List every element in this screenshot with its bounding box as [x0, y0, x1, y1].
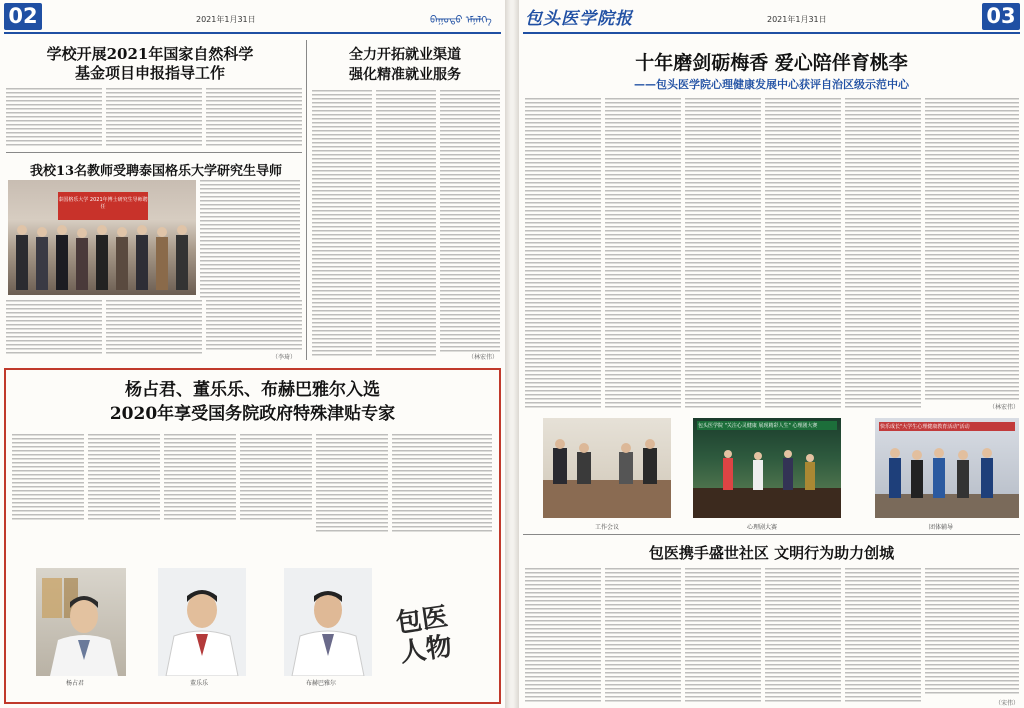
divider	[6, 152, 302, 153]
article-body-column	[200, 180, 300, 300]
article-credit: （李琦）	[272, 354, 297, 361]
headline-line-1: 杨占君、董乐乐、布赫巴雅尔入选	[125, 380, 380, 400]
headline-line-1: 学校开展2021年国家自然科学	[46, 45, 254, 63]
portrait-caption: 杨占君	[66, 680, 85, 687]
article-body-column	[6, 300, 102, 356]
left-page	[0, 0, 505, 708]
article-science-fund-headline	[20, 45, 280, 83]
article-body-column	[164, 434, 236, 522]
stage-scene	[693, 418, 841, 518]
article-thailand-headline: 我校13名教师受聘泰国格乐大学研究生导师	[29, 164, 283, 179]
lead-headline: 十年磨剑砺梅香 爱心陪伴育桃李	[635, 52, 908, 74]
photo-caption: 团体辅导	[929, 524, 954, 531]
article-body-column	[525, 98, 601, 408]
article-body-column	[925, 568, 1019, 696]
article-experts-headline	[6, 378, 499, 426]
photo-banner: 泰国格乐大学 2021年博士研究生导师聘任	[58, 192, 148, 220]
portrait-figure	[158, 568, 246, 676]
article-employment-headline	[310, 45, 500, 85]
article-body-column	[765, 98, 841, 408]
article-body-column	[605, 98, 681, 408]
article-body-column	[525, 568, 601, 704]
portrait-figure	[284, 568, 372, 676]
photo-psychodrama	[693, 418, 841, 518]
portrait-caption: 董乐乐	[190, 680, 209, 687]
article-body-column	[12, 434, 84, 522]
divider	[306, 40, 307, 360]
community-headline: 包医携手盛世社区 文明行为助力创城	[648, 544, 895, 562]
article-body-column	[6, 88, 102, 148]
article-body-column	[685, 568, 761, 704]
masthead-mongolian: ᠪᠠᠭᠤᠲᠤ ᠡᠮᠨᠡᠯᠭᠡ	[430, 15, 492, 26]
headline-line-1: 全力开拓就业渠道	[349, 47, 461, 63]
article-body-column	[240, 434, 312, 522]
article-body-column	[206, 300, 302, 352]
portrait-dong	[158, 568, 246, 676]
stage-banner: 包头医学院 "关注心灵健康 展现精彩人生" 心理剧大赛	[697, 421, 837, 430]
calligraphy-logo: 包医人物	[394, 601, 454, 669]
article-body-column	[440, 90, 500, 352]
article-body-column	[765, 568, 841, 704]
article-body-column	[605, 568, 681, 704]
masthead: 包头医学院报	[525, 9, 633, 29]
headline-line-2: 强化精准就业服务	[349, 67, 461, 83]
article-body-column	[106, 300, 202, 356]
issue-date: 2021年1月31日	[196, 15, 256, 24]
header-rule	[4, 32, 501, 34]
article-body-column	[685, 98, 761, 408]
article-body-column	[845, 568, 921, 704]
issue-date: 2021年1月31日	[767, 15, 827, 24]
header-rule	[523, 32, 1020, 34]
portrait-buhe	[284, 568, 372, 676]
faculty-group-photo	[8, 180, 196, 295]
article-body-column	[316, 434, 388, 534]
portrait-yang	[36, 568, 126, 676]
page-gutter	[505, 0, 519, 708]
photo-caption: 心理剧大赛	[747, 524, 778, 531]
experts-feature-box	[4, 368, 501, 704]
headline-line-2: 基金项目申报指导工作	[74, 64, 225, 82]
portrait-figure	[36, 568, 126, 676]
event-banner: 快乐成长"大学生心理健康教育活动"活动	[879, 422, 1015, 431]
photo-work-meeting	[543, 418, 671, 518]
divider	[523, 534, 1020, 535]
article-body-column	[376, 90, 436, 358]
right-page	[519, 0, 1024, 708]
article-body-column	[312, 90, 372, 358]
counseling-scene	[875, 418, 1019, 518]
article-body-column	[925, 98, 1019, 402]
article-credit: （林宏伟）	[468, 354, 499, 361]
page-number: 03	[982, 3, 1020, 30]
lead-subtitle: ——包头医学院心理健康发展中心获评自治区级示范中心	[634, 78, 909, 91]
article-body-column	[392, 434, 492, 534]
headline-line-2: 2020年享受国务院政府特殊津贴专家	[109, 404, 396, 424]
meeting-scene	[543, 418, 671, 518]
article-body-column	[845, 98, 921, 408]
article-body-column	[106, 88, 202, 148]
group-figures	[8, 180, 196, 295]
article-credit: （林宏伟）	[989, 404, 1020, 411]
portrait-caption: 布赫巴雅尔	[306, 680, 337, 687]
photo-group-counseling	[875, 418, 1019, 518]
article-body-column	[88, 434, 160, 522]
page-number: 02	[4, 3, 42, 30]
photo-caption: 工作会议	[595, 524, 620, 531]
article-credit: （宋伟）	[995, 700, 1020, 707]
article-body-column	[206, 88, 302, 148]
